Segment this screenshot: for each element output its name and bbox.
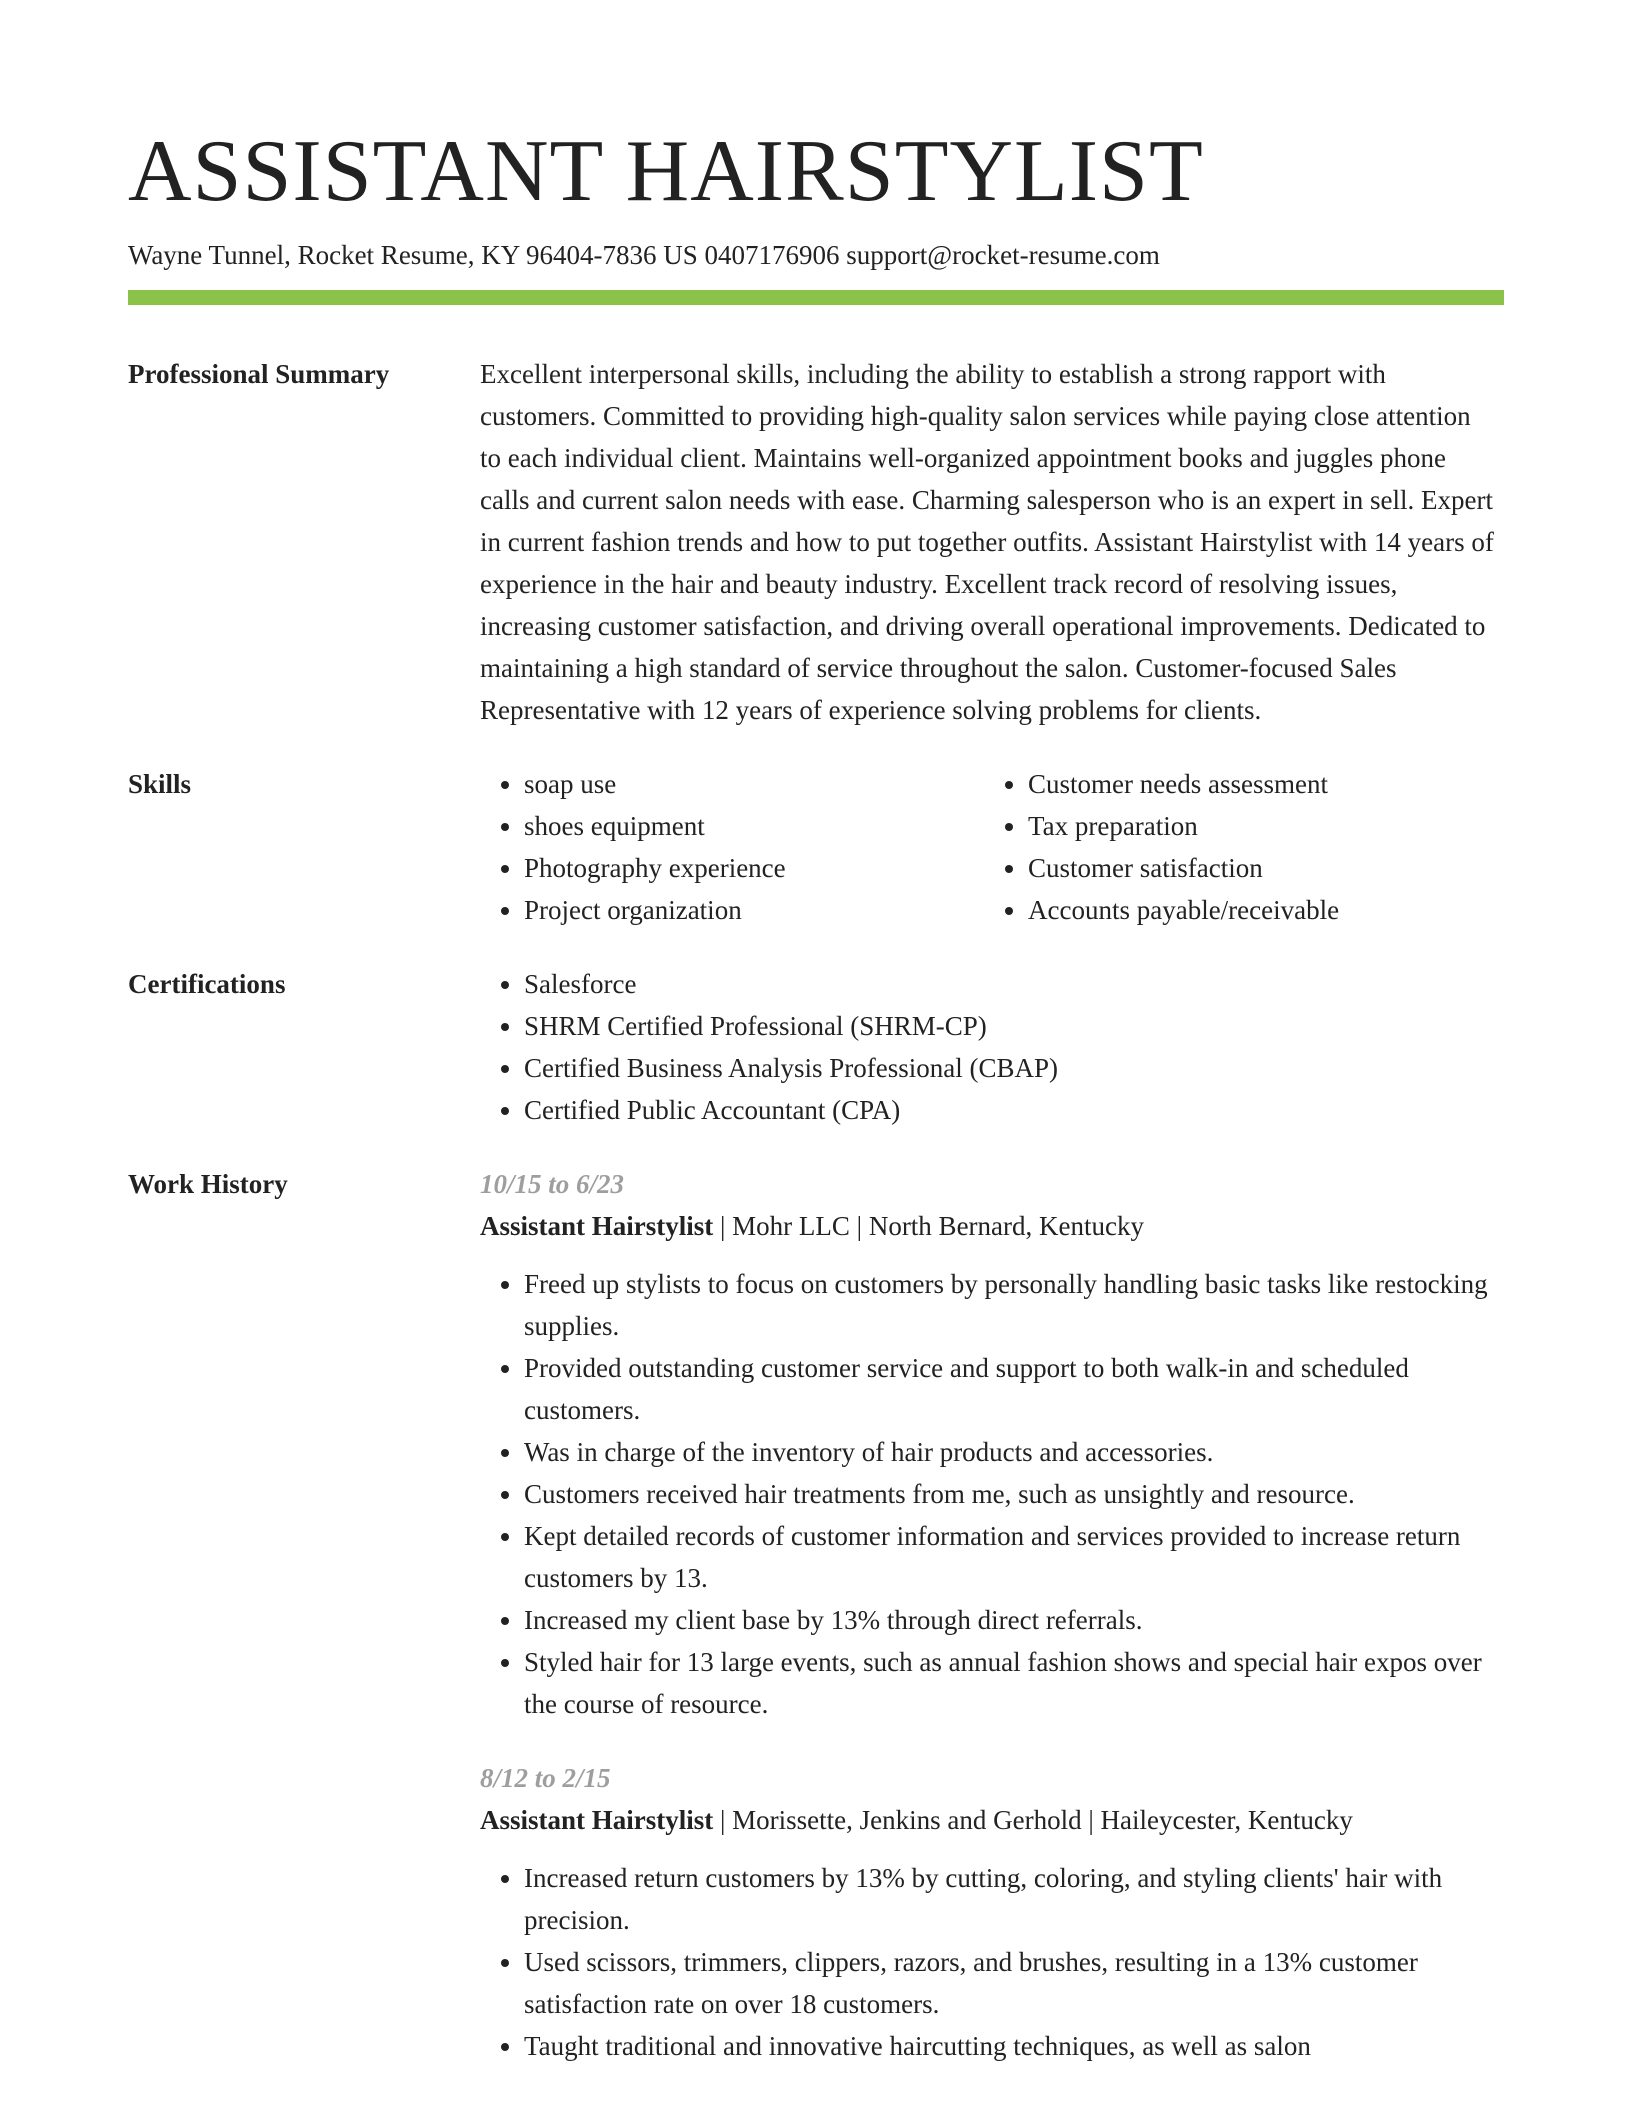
contact-line: Wayne Tunnel, Rocket Resume, KY 96404-7836 US 0407176906 support@rocket-resume.com	[128, 240, 1160, 270]
job-title: Assistant Hairstylist	[480, 1805, 714, 1835]
job-bullet: • Taught traditional and innovative haircutting techniques, as well as salon	[524, 2025, 1504, 2067]
certification-item: • Certified Public Accountant (CPA)	[524, 1089, 1504, 1131]
certification-item: • Certified Business Analysis Professional (CBAP)	[524, 1047, 1504, 1089]
summary-section	[128, 353, 1504, 731]
job-bullet-list	[480, 1857, 1504, 2067]
certifications-list	[480, 963, 1504, 1131]
job-bullet: • Used scissors, trimmers, clippers, razors, and brushes, resulting in a 13% customer satisfaction rate on over 18 customers.	[524, 1941, 1504, 2025]
job-heading	[480, 1205, 1504, 1247]
skill-item: • Accounts payable/receivable	[1028, 889, 1488, 931]
skills-section	[128, 763, 1504, 931]
work-history-body	[480, 1163, 1504, 2067]
accent-divider	[128, 290, 1504, 305]
job-entry	[480, 1757, 1504, 2067]
job-bullet: • Increased my client base by 13% through direct referrals.	[524, 1599, 1504, 1641]
skill-item: • Customer satisfaction	[1028, 847, 1488, 889]
skills-list-left	[480, 763, 984, 931]
skill-item: • Project organization	[524, 889, 984, 931]
resume-page	[128, 0, 1504, 2067]
certification-item: • SHRM Certified Professional (SHRM-CP)	[524, 1005, 1504, 1047]
job-bullet: • Customers received hair treatments from me, such as unsightly and resource.	[524, 1473, 1504, 1515]
summary-body	[480, 353, 1504, 731]
section-label-skills: Skills	[128, 769, 192, 799]
skill-item: • Customer needs assessment	[1028, 763, 1488, 805]
summary-text: Excellent interpersonal skills, including the ability to establish a strong rapport with customers. Committed to providing high-quality salon services while paying close attention to each individual client. Maintains well-organized appointment books and juggles phone calls and current salon needs with ease. Charming salesperson who is an expert in sell. Expert in current fashion trends and how to put together outfits. Assistant Hairstylist with 14 years of experience in the hair and beauty industry. Excellent track record of resolving issues, increasing customer satisfaction, and driving overall operational improvements. Dedicated to maintaining a high standard of service throughout the salon. Customer-focused Sales Representative with 12 years of experience solving problems for clients.	[480, 359, 1494, 725]
job-title: Assistant Hairstylist	[480, 1211, 714, 1241]
job-bullet: • Styled hair for 13 large events, such as annual fashion shows and special hair expos over the course of resource.	[524, 1641, 1504, 1725]
job-bullet: • Freed up stylists to focus on customers by personally handling basic tasks like restocking supplies.	[524, 1263, 1504, 1347]
skill-item: • Photography experience	[524, 847, 984, 889]
page-title: ASSISTANT HAIRSTYLIST	[128, 123, 1204, 220]
certifications-section	[128, 963, 1504, 1131]
skill-item: • Tax preparation	[1028, 805, 1488, 847]
skill-item: • soap use	[524, 763, 984, 805]
job-heading	[480, 1799, 1504, 1841]
section-label-certifications: Certifications	[128, 969, 286, 999]
certifications-body	[480, 963, 1504, 1131]
work-history-section	[128, 1163, 1504, 2067]
job-dates: 10/15 to 6/23	[480, 1169, 625, 1199]
skill-item: • shoes equipment	[524, 805, 984, 847]
section-label-work-history: Work History	[128, 1169, 288, 1199]
job-bullet: • Provided outstanding customer service and support to both walk-in and scheduled customers.	[524, 1347, 1504, 1431]
skills-list-right	[984, 763, 1488, 931]
section-label-summary: Professional Summary	[128, 359, 390, 389]
job-details: | Morissette, Jenkins and Gerhold | Haileycester, Kentucky	[713, 1805, 1353, 1835]
job-entry	[480, 1163, 1504, 1725]
job-bullet: • Kept detailed records of customer information and services provided to increase return customers by 13.	[524, 1515, 1504, 1599]
job-details: | Mohr LLC | North Bernard, Kentucky	[713, 1211, 1144, 1241]
certification-item: • Salesforce	[524, 963, 1504, 1005]
job-bullet-list	[480, 1263, 1504, 1725]
skills-body	[480, 763, 1504, 931]
job-bullet: • Increased return customers by 13% by cutting, coloring, and styling clients' hair with precision.	[524, 1857, 1504, 1941]
job-dates: 8/12 to 2/15	[480, 1763, 611, 1793]
job-bullet: • Was in charge of the inventory of hair products and accessories.	[524, 1431, 1504, 1473]
